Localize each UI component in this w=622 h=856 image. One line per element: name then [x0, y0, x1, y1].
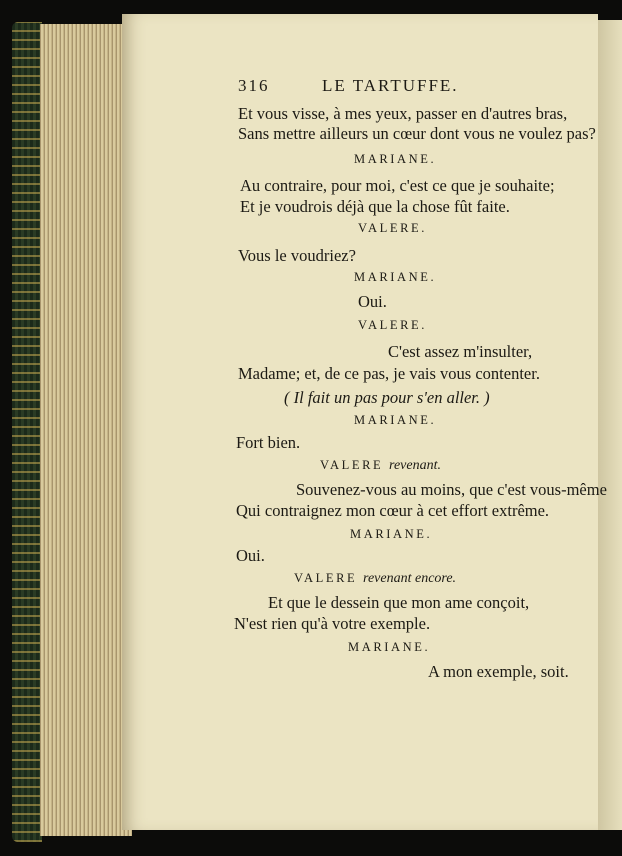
facing-page-edge	[598, 20, 622, 830]
speaker-name: MARIANE.	[354, 413, 437, 427]
speaker-name: MARIANE.	[350, 527, 433, 541]
verse-line: Fort bien.	[236, 433, 301, 452]
verse-line: Vous le voudriez?	[238, 246, 356, 265]
verse-line: Sans mettre ailleurs un cœur dont vous ne voulez pas?	[238, 124, 596, 143]
speaker-name: MARIANE.	[354, 152, 437, 166]
verse-line: C'est assez m'insulter,	[388, 342, 533, 361]
verse-line: Et vous visse, à mes yeux, passer en d'autres bras,	[238, 104, 568, 123]
speaker-direction: revenant.	[389, 458, 441, 473]
speaker-name-text: VALERE	[320, 458, 384, 472]
speaker-name	[294, 571, 456, 587]
speaker-name-text: VALERE	[294, 571, 358, 585]
verse-line: Et je voudrois déjà que la chose fût faite.	[240, 197, 510, 216]
speaker-name: VALERE.	[358, 318, 428, 332]
verse-line: Qui contraignez mon cœur à cet effort extrême.	[236, 501, 550, 520]
speaker-name: VALERE.	[358, 221, 428, 235]
speaker-direction: revenant encore.	[363, 571, 457, 586]
verse-line: Au contraire, pour moi, c'est ce que je souhaite;	[240, 176, 555, 195]
page-number: 316	[238, 76, 270, 95]
stage-direction: ( Il fait un pas pour s'en aller. )	[284, 388, 490, 407]
speaker-name	[320, 458, 441, 474]
verse-line: A mon exemple, soit.	[428, 662, 569, 681]
verse-line: Souvenez-vous au moins, que c'est vous-même	[296, 480, 607, 499]
page-edges	[40, 24, 132, 836]
speaker-name: MARIANE.	[348, 640, 431, 654]
verse-line: N'est rien qu'à votre exemple.	[234, 614, 431, 633]
running-title: LE TARTUFFE.	[322, 76, 459, 95]
verse-line: Oui.	[358, 292, 387, 311]
verse-line: Oui.	[236, 546, 265, 565]
speaker-name: MARIANE.	[354, 270, 437, 284]
book-spine	[12, 22, 42, 842]
verse-line: Et que le dessein que mon ame conçoit,	[268, 593, 530, 612]
verse-line: Madame; et, de ce pas, je vais vous contenter.	[238, 364, 540, 383]
book-page	[122, 14, 607, 830]
